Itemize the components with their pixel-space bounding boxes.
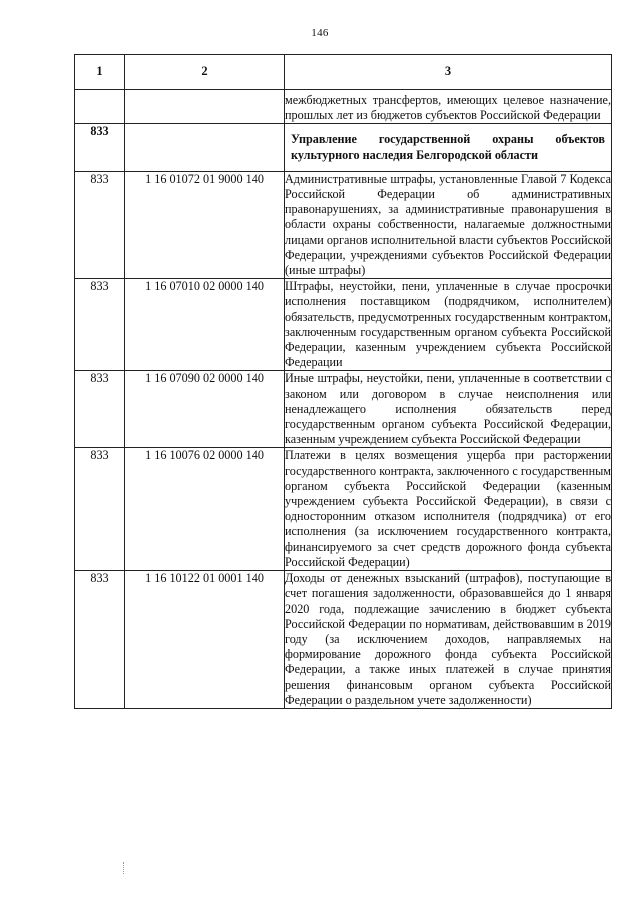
column-header-2: 2: [125, 55, 285, 90]
admin-code-cell: 833: [75, 371, 125, 448]
budget-code-cell: 1 16 10076 02 0000 140: [125, 448, 285, 571]
page-number: 146: [311, 27, 329, 39]
revenue-codes-table: [74, 54, 612, 709]
budget-code-cell: 1 16 07010 02 0000 140: [125, 279, 285, 371]
column-header-1: 1: [75, 55, 125, 90]
description-cell: Административные штрафы, установленные Главой 7 Кодекса Российской Федерации об административных правонарушениях, за административные правонарушения в области охраны собственности, налагаемые должностными лицами органов исполнительной власти субъектов Российской Федерации, учреждениями субъектов Российской Федерации (иные штрафы): [285, 171, 611, 278]
budget-code-cell: 1 16 01072 01 9000 140: [125, 171, 285, 278]
table-row: [75, 90, 612, 124]
description-cell: Платежи в целях возмещения ущерба при расторжении государственного контракта, заключенного с государственным органом субъекта Российской Федерации (казенным учреждением субъекта Российской Федерации), в связи с односторонним отказом исполнителя (подрядчика) от его исполнения (за исключением государственного контракта, финансируемого за счет средств дорожного фонда субъекта Российской Федерации): [285, 448, 611, 569]
table-row: [75, 371, 612, 448]
admin-code-cell: 833: [75, 171, 125, 278]
admin-code-cell: [75, 90, 125, 124]
table-header-row: [75, 55, 612, 90]
budget-code-cell: 1 16 07090 02 0000 140: [125, 371, 285, 448]
table-row: [75, 571, 612, 709]
table-row: [75, 171, 612, 278]
admin-code-cell: 833: [75, 571, 125, 709]
admin-code-cell: 833: [75, 279, 125, 371]
description-cell: Доходы от денежных взысканий (штрафов), поступающие в счет погашения задолженности, образовавшейся до 1 января 2020 года, подлежащие зачислению в бюджет субъекта Российской Федерации по нормативам, действовавшим в 2019 году (за исключением доходов, направляемых на формирование дорожного фонда субъекта Российской Федерации, а также иных платежей в случае принятия решения финансовым органом субъекта Российской Федерации о раздельном учете задолженности): [285, 571, 611, 707]
description-cell: Иные штрафы, неустойки, пени, уплаченные в соответствии с законом или договором в случае неисполнения или ненадлежащего исполнения обязательств перед государственным органом субъекта Российской Федерации, казенным учреждением субъекта Российской Федерации: [285, 371, 611, 447]
table-row: [75, 279, 612, 371]
description-cell: межбюджетных трансфертов, имеющих целевое назначение, прошлых лет из бюджетов субъектов Российской Федерации: [285, 90, 612, 124]
table-row: [75, 448, 612, 571]
budget-code-cell: [125, 124, 285, 171]
section-title: Управление государственной охраны объектов культурного наследия Белгородской области: [285, 124, 612, 171]
description-cell: Штрафы, неустойки, пени, уплаченные в случае просрочки исполнения поставщиком (подрядчиком, исполнителем) обязательств, предусмотренных государственным контрактом, заключенным государственным органом субъекта Российской Федерации, казенным учреждением субъекта Российской Федерации: [285, 279, 611, 370]
budget-code-cell: 1 16 10122 01 0001 140: [125, 571, 285, 709]
admin-code-cell: 833: [75, 448, 125, 571]
admin-code-cell: 833: [75, 124, 125, 171]
budget-code-cell: [125, 90, 285, 124]
scan-artifact-mark: [123, 862, 125, 874]
section-row: [75, 124, 612, 171]
column-header-3: 3: [285, 55, 612, 90]
